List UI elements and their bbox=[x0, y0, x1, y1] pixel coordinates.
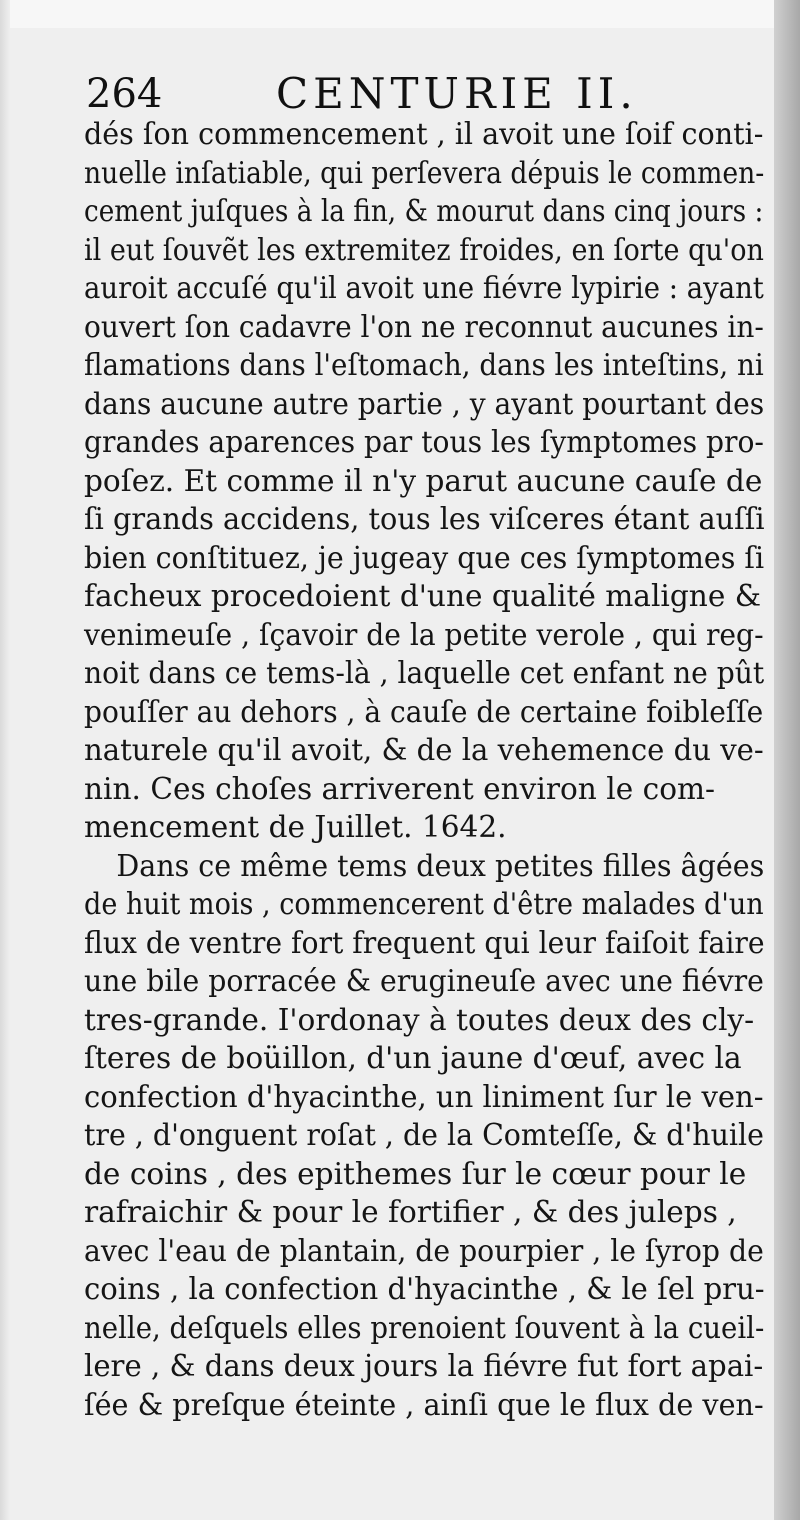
text-line: nelle, deſquels elles prenoient ſouvent à la cueil- bbox=[84, 1310, 765, 1346]
text-line: ouvert ſon cadavre l'on ne reconnut aucunes in- bbox=[84, 309, 764, 345]
running-head: CENTURIE II. bbox=[276, 69, 638, 118]
text-line: cement juſques à la fin, & mourut dans cinq jours : bbox=[84, 194, 764, 229]
text-line: ſi grands accidens, tous les viſceres étant auſſi bbox=[84, 502, 765, 537]
text-line: venimeuſe , ſçavoir de la petite verole , qui reg- bbox=[84, 617, 764, 653]
text-line: poſez. Et comme il n'y parut aucune cauſe de bbox=[84, 463, 763, 499]
page-gutter-shadow bbox=[0, 0, 10, 1520]
page-edge-shadow bbox=[774, 0, 800, 1520]
text-line: tre , d'onguent roſat , de la Comteſſe, & d'huile bbox=[84, 1118, 764, 1153]
text-line: dés ſon commencement , il avoit une ſoif conti- bbox=[84, 117, 764, 152]
page-number: 264 bbox=[86, 71, 163, 117]
text-line: lere , & dans deux jours la fiévre fut fort apai- bbox=[84, 1349, 764, 1384]
text-line: de huit mois , commencerent d'être malades d'un bbox=[84, 887, 764, 922]
text-line: bien conſtituez, je jugeay que ces ſymptomes ſi bbox=[84, 540, 765, 576]
text-line: flux de ventre fort frequent qui leur faiſoit faire bbox=[84, 925, 765, 961]
text-line: il eut ſouvẽt les extremitez froides, en ſorte qu'on bbox=[84, 232, 764, 268]
text-line: naturele qu'il avoit, & de la vehemence du ve- bbox=[84, 733, 764, 768]
text-line: une bile porracée & erugineuſe avec une fiévre bbox=[84, 964, 764, 999]
text-line: auroit accuſé qu'il avoit une fiévre lypirie : ayant bbox=[84, 271, 764, 306]
text-line: ſée & preſque éteinte , ainſi que le flux de ven- bbox=[84, 1387, 764, 1423]
text-line: grandes aparences par tous les ſymptomes pro- bbox=[84, 425, 764, 460]
page-top-margin bbox=[0, 0, 800, 28]
text-line: dans aucune autre partie , y ayant pourtant des bbox=[84, 386, 765, 422]
text-line: confection d'hyacinthe, un liniment ſur le ven- bbox=[84, 1079, 764, 1115]
text-line: tres-grande. I'ordonay à toutes deux des cly- bbox=[84, 1002, 755, 1038]
text-line: mencement de Juillet. 1642. bbox=[84, 810, 507, 845]
text-line: avec l'eau de plantain, de pourpier , le ſyrop de bbox=[84, 1233, 764, 1269]
text-line: ſteres de boüillon, d'un jaune d'œuf, avec la bbox=[84, 1041, 742, 1076]
text-line: nin. Ces choſes arriverent environ le com- bbox=[84, 771, 716, 807]
text-line: coins , la confection d'hyacinthe , & le ſel pru- bbox=[84, 1272, 765, 1307]
text-line: pouſſer au dehors , à cauſe de certaine foibleſſe bbox=[84, 694, 764, 730]
text-line: facheux procedoient d'une qualité maligne & bbox=[84, 579, 762, 614]
paragraph-first-line: Dans ce même tems deux petites filles âgées bbox=[116, 848, 765, 884]
page-header bbox=[86, 70, 760, 122]
text-line: flamations dans l'eſtomach, dans les inteſtins, ni bbox=[84, 348, 764, 383]
text-line: nuelle inſatiable, qui perſevera dépuis le commen- bbox=[84, 155, 765, 191]
text-line: de coins , des epithemes ſur le cœur pour le bbox=[84, 1156, 747, 1192]
text-line: noit dans ce tems-là , laquelle cet enfant ne pût bbox=[84, 656, 765, 691]
body-text bbox=[84, 116, 774, 1425]
text-line: rafraichir & pour le fortifier , & des juleps , bbox=[84, 1195, 737, 1230]
